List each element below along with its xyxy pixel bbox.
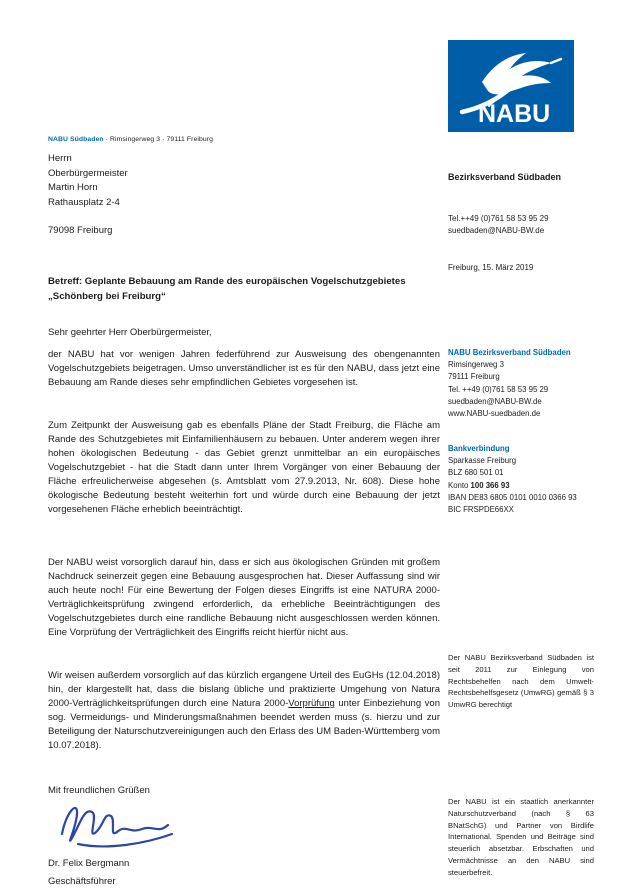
closing-phrase: Mit freundlichen Grüßen bbox=[48, 785, 150, 796]
nabu-logo bbox=[448, 40, 574, 132]
sender-return-line bbox=[48, 136, 440, 143]
bank-details-block bbox=[448, 443, 594, 516]
recipient-address bbox=[48, 152, 440, 239]
bank-iban: IBAN DE83 6805 0101 0010 0366 93 bbox=[448, 492, 577, 502]
handwritten-signature bbox=[52, 792, 182, 856]
side-address-line: 79111 Freiburg bbox=[448, 372, 500, 382]
side-address-heading: NABU Bezirksverband Südbaden bbox=[448, 348, 571, 357]
recipient-line: Oberbürgermeister bbox=[48, 167, 128, 179]
recipient-gap bbox=[48, 210, 440, 224]
side-contact-top bbox=[448, 213, 594, 237]
subject-line-1: Betreff: Geplante Bebauung am Rande des europäischen Vogelschutzgebietes bbox=[48, 276, 406, 287]
bank-konto bbox=[448, 480, 594, 492]
paragraph-4-text: unter Einbeziehung von sog. Vermeidungs- und Minderungsmaßnahmen beendet werden muss (s. hierzu und zur Beteiligung der Naturschutzvereinigungen auch den Erlass des UM Baden-Württemberg vom 10.07.2018). bbox=[48, 698, 440, 751]
paragraph-4-text: Wir weisen außerdem vorsorglich auf das kürzlich ergangene Urteil des EuGHs (12.04.2018) hin, der klargestellt hat, dass die bislang übliche und praktizierte Umgehung von Natura 2000-Verträglichkeitsprüfungen durch eine Natura 2000- bbox=[48, 670, 440, 709]
paragraph-1: der NABU hat vor wenigen Jahren federführend zur Ausweisung des obengenannten Vogelschutzgebiets beigetragen. Umso unverständlicher ist es für den NABU, dass jetzt eine Bebauung am Rande dieses sehr empfindlichen Gebietes vorgesehen ist. bbox=[48, 349, 440, 388]
email-address: suedbaden@NABU-BW.de bbox=[448, 396, 542, 406]
sender-address: · Rimsingerweg 3 · 79111 Freiburg bbox=[103, 136, 213, 143]
bank-bic: BIC FRSPDE66XX bbox=[448, 505, 514, 515]
phone-number: Tel.++49 (0)761 58 53 95 29 bbox=[448, 214, 549, 223]
legal-notice-status: Der NABU ist ein staatlich anerkannter Naturschutzverband (nach § 63 BNatSchG) und Partner von Birdlife International. Spenden und Beiträge sind steuerlich absetzbar. Erbschaften und Vermächtnisse an den NABU sind steuerbefreit. bbox=[448, 797, 594, 877]
sender-org: NABU Südbaden bbox=[48, 136, 104, 143]
recipient-line: Herrn bbox=[48, 153, 72, 164]
paragraph-2: Zum Zeitpunkt der Ausweisung gab es ebenfalls Pläne der Stadt Freiburg, die Fläche am Rande des Schutzgebietes mit Einfamilienhäusern zu bebauen. Unter anderem wegen ihrer hohen ökologischen Bedeutung - das Gebiet grenzt unmittelbar an ein europäisches Vogelschutzgebiet - hat die Stadt dann unter Ihrem Vorgänger von einer Bebauung der Fläche erfreulicherweise abgesehen (s. Amtsblatt vom 27.9.2013, Nr. 608). Diese hohe ökologische Bedeutung besteht weiterhin fort und würde durch eine Bebauung der jetzt vorgesehenen Fläche erheblich beeinträchtigt. bbox=[48, 420, 440, 515]
bank-name: Sparkasse Freiburg bbox=[448, 456, 517, 466]
signer-title: Geschäftsführer bbox=[48, 876, 116, 887]
letter-date: Freiburg, 15. März 2019 bbox=[448, 263, 534, 272]
subject-line bbox=[48, 274, 440, 304]
recipient-line: Rathausplatz 2-4 bbox=[48, 196, 120, 208]
paragraph-4 bbox=[48, 669, 440, 753]
website-url: www.NABU-suedbaden.de bbox=[448, 409, 541, 419]
salutation: Sehr geehrter Herr Oberbürgermeister, bbox=[48, 327, 212, 338]
paragraph-3: Der NABU weist vorsorglich darauf hin, dass er sich aus ökologischen Gründen mit großem Nachdruck seinerzeit gegen eine Bebauung ausgesprochen hat. Dieser Auffassung sind wir auch heute noch! Für eine Bewertung der Folgen dieses Eingriffs ist eine NATURA 2000- Verträglichkeitsprüfung zwingend erforderlich, da erhebliche Beeinträchtigungen des Vogelschutzgebietes durch eine randliche Bebauung nicht ausgeschlossen werden können. Eine Vorprüfung der Verträglichkeit des Eingriffs reicht hierfür nicht aus. bbox=[48, 557, 440, 638]
side-org-name: Bezirksverband Südbaden bbox=[448, 172, 562, 182]
recipient-city: 79098 Freiburg bbox=[48, 225, 113, 236]
signer-name: Dr. Felix Bergmann bbox=[48, 858, 130, 869]
subject-line-2: „Schönberg bei Freiburg“ bbox=[48, 291, 166, 302]
paragraph-4-underlined-term: Vorprüfung bbox=[288, 698, 335, 709]
logo-wordmark: NABU bbox=[478, 100, 551, 128]
side-address-block bbox=[448, 347, 594, 420]
bank-heading: Bankverbindung bbox=[448, 444, 510, 453]
konto-label: Konto bbox=[448, 480, 471, 490]
side-address-line: Rimsingerweg 3 bbox=[448, 360, 504, 370]
bank-blz: BLZ 680 501 01 bbox=[448, 468, 504, 478]
email-address: suedbaden@NABU-BW.de bbox=[448, 226, 545, 235]
legal-notice-rights: Der NABU Bezirksverband Südbaden ist seit 2011 zur Einlegung von Rechtsbehelfen nach dem Umwelt-Rechtsbehelfsgesetz (UmwRG) gemäß § 3 UmwRG berechtigt bbox=[448, 653, 594, 710]
konto-number: 100 366 93 bbox=[470, 480, 510, 490]
phone-number: Tel. ++49 (0)761 58 53 95 29 bbox=[448, 384, 549, 394]
recipient-line: Martin Horn bbox=[48, 182, 98, 193]
